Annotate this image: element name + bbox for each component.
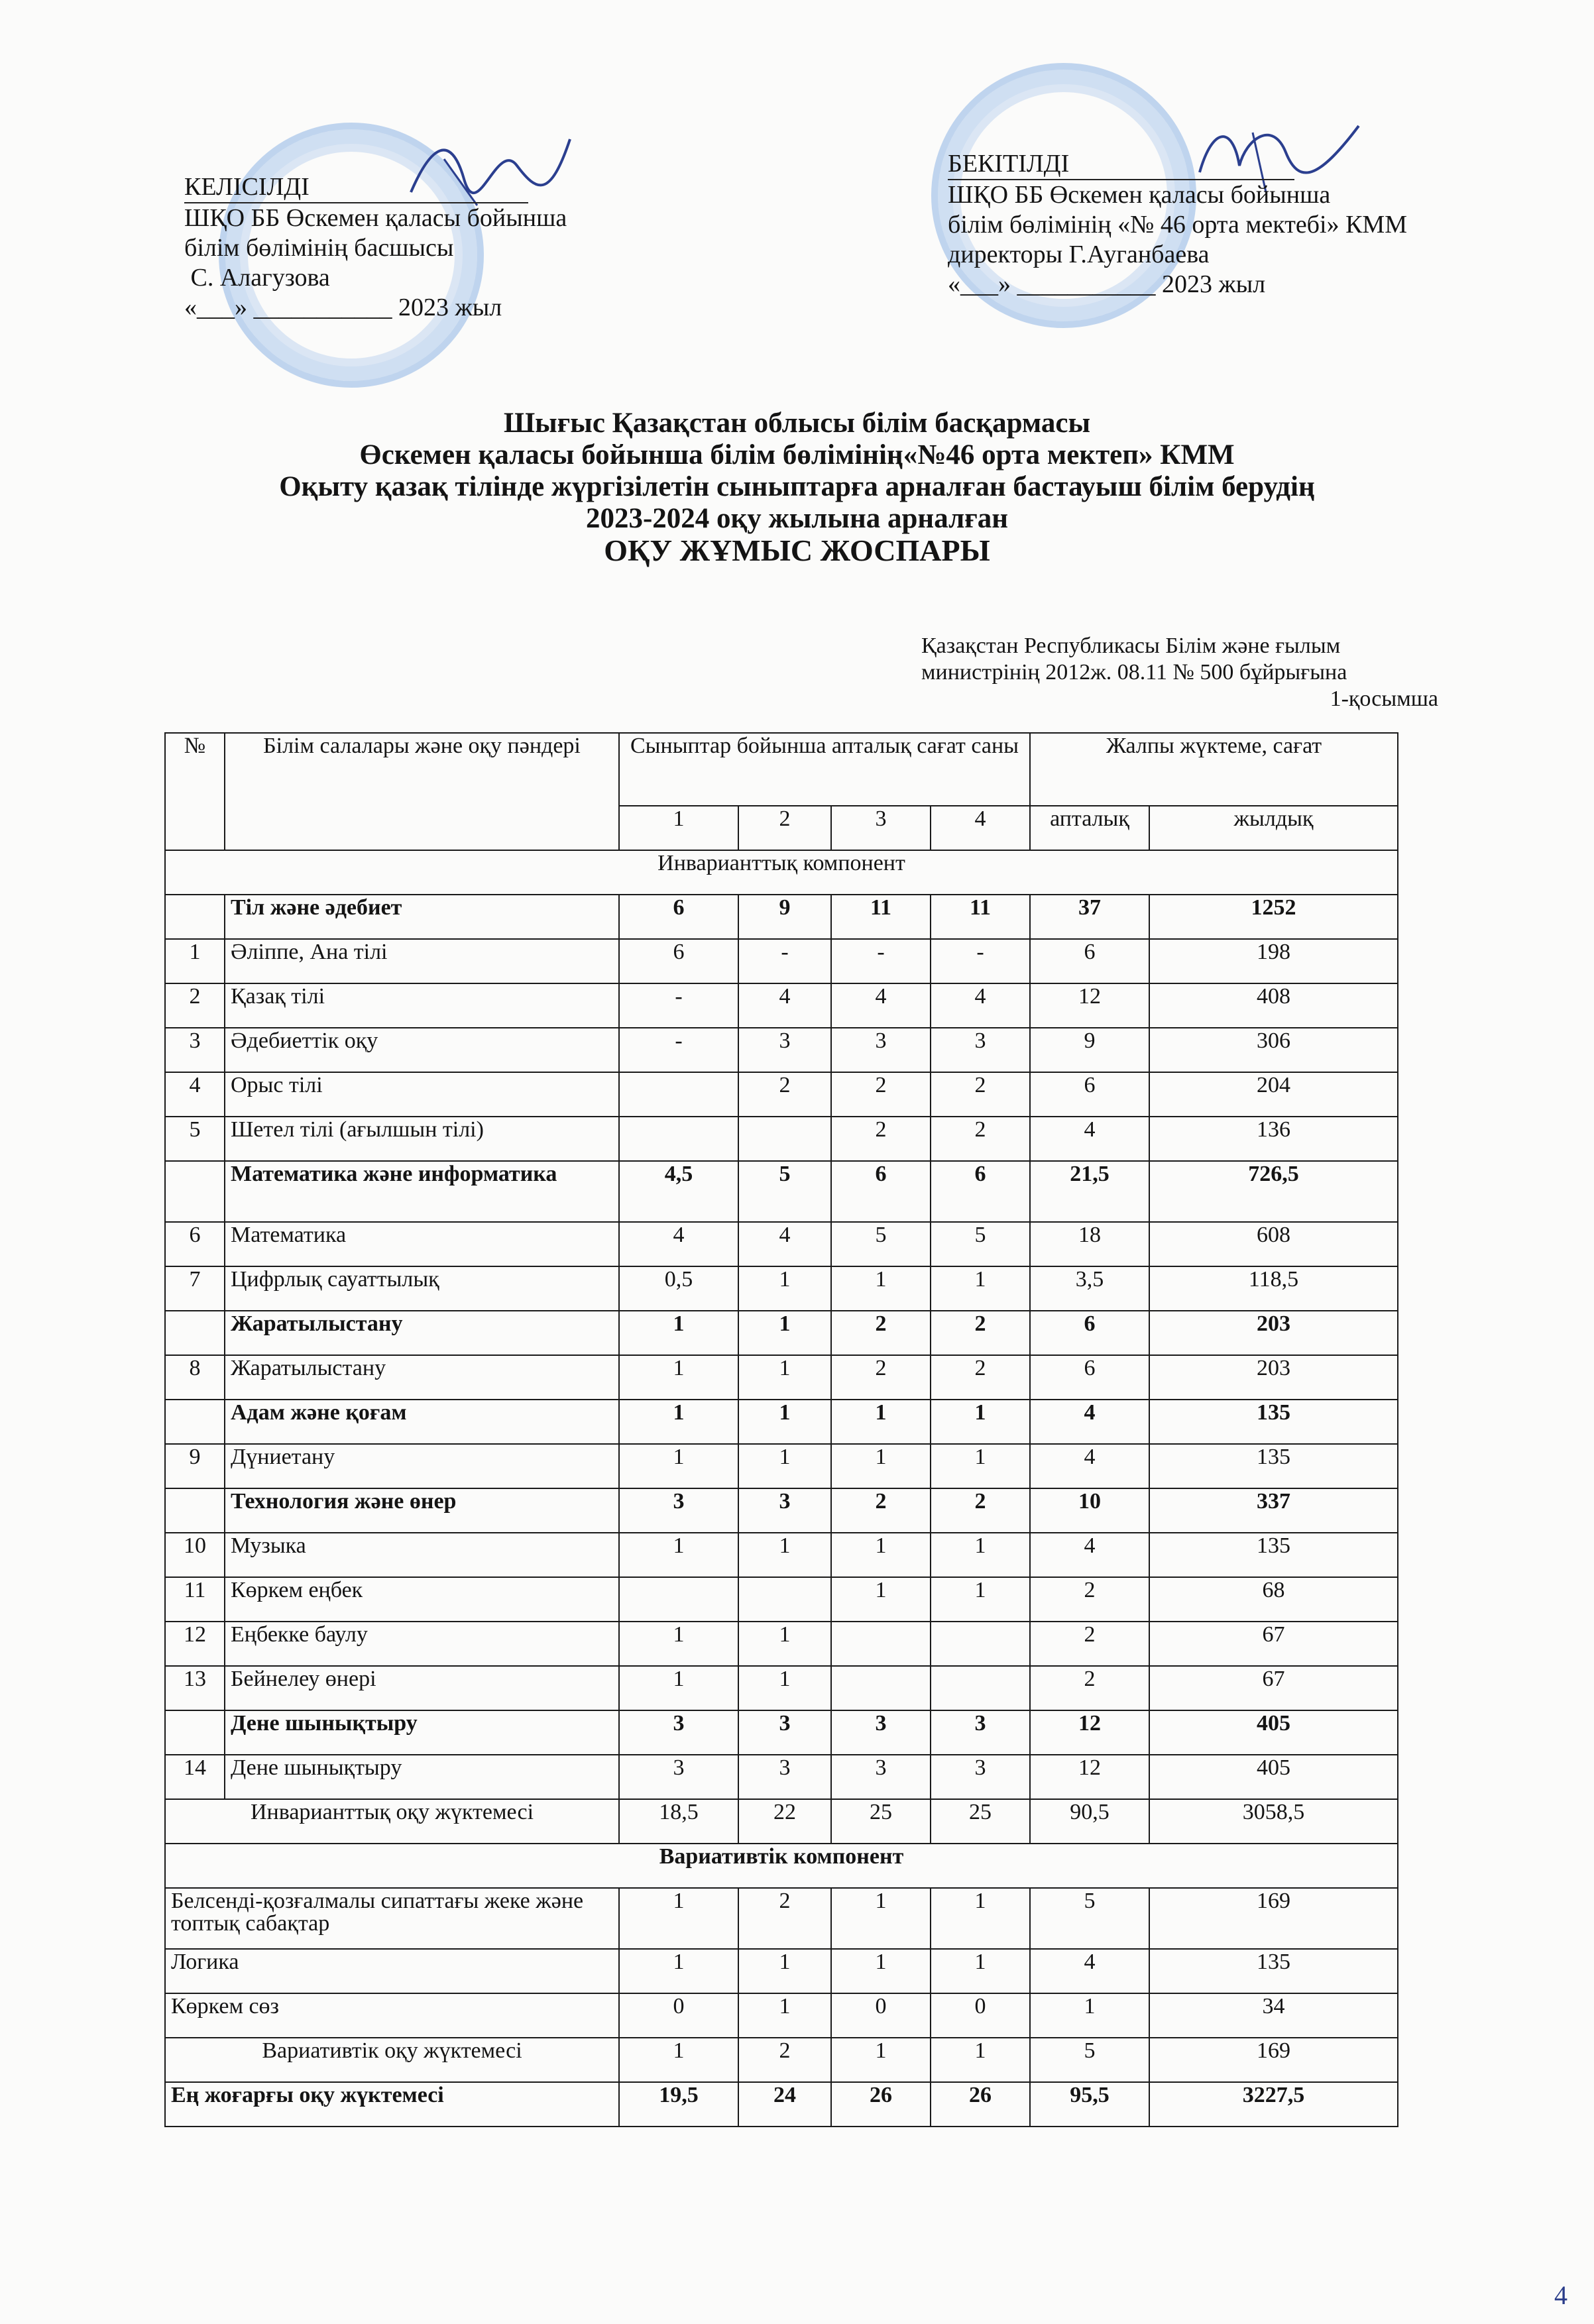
variative-subject-name: Белсенді-қозғалмалы сипаттағы жеке және топтық сабақтар — [165, 1888, 619, 1949]
max-total-row-weekly: 95,5 — [1030, 2082, 1149, 2127]
max-total-row-g3: 26 — [831, 2082, 931, 2127]
value-g4: 3 — [931, 1710, 1030, 1755]
subject-row — [165, 1222, 1398, 1266]
value-yearly: 68 — [1149, 1577, 1398, 1622]
value-g2: 1 — [738, 1444, 831, 1488]
subject-row — [165, 1577, 1398, 1622]
value-g4: 4 — [931, 983, 1030, 1028]
value-g4: 3 — [931, 1028, 1030, 1072]
value-g2: 3 — [738, 1028, 831, 1072]
value-g3: 1 — [831, 1533, 931, 1577]
value-g4: - — [931, 939, 1030, 983]
title-line4: 2023-2024 оқу жылына арналған — [585, 503, 1009, 534]
variative-value-g2: 1 — [738, 1949, 831, 1993]
value-g2: 3 — [738, 1488, 831, 1533]
value-g1: 1 — [619, 1622, 738, 1666]
variative-value-g3: 0 — [831, 1993, 931, 2038]
value-g4: 2 — [931, 1488, 1030, 1533]
value-g2: 2 — [738, 1072, 831, 1117]
value-g2: 1 — [738, 1266, 831, 1311]
variative-total-row-yearly: 169 — [1149, 2038, 1398, 2082]
header-weekly: апталық — [1030, 806, 1149, 850]
value-g2: 4 — [738, 983, 831, 1028]
subject-group-row — [165, 1311, 1398, 1355]
value-g3: 2 — [831, 1117, 931, 1161]
value-g3: 2 — [831, 1355, 931, 1400]
row-number — [165, 1710, 225, 1755]
subject-name: Бейнелеу өнері — [225, 1666, 619, 1710]
variative-total-row-g2: 2 — [738, 2038, 831, 2082]
variative-value-g2: 1 — [738, 1993, 831, 2038]
value-yearly: 118,5 — [1149, 1266, 1398, 1311]
invariant-total-row-label: Инварианттық оқу жүктемесі — [165, 1799, 619, 1844]
value-g1: 6 — [619, 895, 738, 939]
subject-name: Математика — [225, 1222, 619, 1266]
value-g3: 3 — [831, 1755, 931, 1799]
value-g4: 5 — [931, 1222, 1030, 1266]
variative-value-yearly: 34 — [1149, 1993, 1398, 2038]
invariant-total-row-yearly: 3058,5 — [1149, 1799, 1398, 1844]
variative-value-g3: 1 — [831, 1888, 931, 1949]
value-g4: 1 — [931, 1444, 1030, 1488]
value-g2: 4 — [738, 1222, 831, 1266]
row-number — [165, 895, 225, 939]
subject-row — [165, 1355, 1398, 1400]
value-yearly: 306 — [1149, 1028, 1398, 1072]
variative-value-g4: 1 — [931, 1888, 1030, 1949]
value-g3: 11 — [831, 895, 931, 939]
value-weekly: 9 — [1030, 1028, 1149, 1072]
row-number — [165, 1488, 225, 1533]
invariant-section-title: Инварианттық компонент — [165, 850, 1398, 895]
subject-name: Қазақ тілі — [225, 983, 619, 1028]
value-g3: 3 — [831, 1710, 931, 1755]
subject-name: Жаратылыстану — [225, 1355, 619, 1400]
value-g4: 2 — [931, 1117, 1030, 1161]
variative-section-title: Вариативтік компонент — [165, 1844, 1398, 1888]
variative-value-g3: 1 — [831, 1949, 931, 1993]
subject-row — [165, 1028, 1398, 1072]
subject-name: Технология және өнер — [225, 1488, 619, 1533]
row-number — [165, 1311, 225, 1355]
value-g1: - — [619, 1028, 738, 1072]
decree-line1: Қазақстан Республикасы Білім және ғылым — [921, 634, 1341, 658]
subject-name: Орыс тілі — [225, 1072, 619, 1117]
title-line5: ОҚУ ЖҰМЫС ЖОСПАРЫ — [604, 533, 990, 567]
value-g1: 1 — [619, 1400, 738, 1444]
subject-group-row — [165, 1161, 1398, 1222]
variative-value-yearly: 135 — [1149, 1949, 1398, 1993]
value-g4: 1 — [931, 1266, 1030, 1311]
value-weekly: 6 — [1030, 1355, 1149, 1400]
value-g1: 0,5 — [619, 1266, 738, 1311]
page-mark: 4 — [1554, 2280, 1567, 2310]
value-g4 — [931, 1622, 1030, 1666]
value-yearly: 203 — [1149, 1355, 1398, 1400]
value-g3: 1 — [831, 1400, 931, 1444]
value-yearly: 408 — [1149, 983, 1398, 1028]
max-total-row-g4: 26 — [931, 2082, 1030, 2127]
value-g1: 3 — [619, 1488, 738, 1533]
row-number — [165, 1161, 225, 1222]
value-yearly: 726,5 — [1149, 1161, 1398, 1222]
variative-total-row-label: Вариативтік оқу жүктемесі — [165, 2038, 619, 2082]
header-grade-4: 4 — [931, 806, 1030, 850]
value-g3: 6 — [831, 1161, 931, 1222]
value-weekly: 3,5 — [1030, 1266, 1149, 1311]
value-g3: 2 — [831, 1072, 931, 1117]
variative-total-row-g1: 1 — [619, 2038, 738, 2082]
value-g4: 6 — [931, 1161, 1030, 1222]
max-total-row-g2: 24 — [738, 2082, 831, 2127]
value-yearly: 136 — [1149, 1117, 1398, 1161]
value-g4: 2 — [931, 1311, 1030, 1355]
row-number: 6 — [165, 1222, 225, 1266]
value-g2: 1 — [738, 1533, 831, 1577]
value-g1: 1 — [619, 1533, 738, 1577]
value-weekly: 21,5 — [1030, 1161, 1149, 1222]
subject-name: Адам және қоғам — [225, 1400, 619, 1444]
subject-group-row — [165, 1488, 1398, 1533]
header-subject: Білім салалары және оқу пәндері — [225, 733, 619, 850]
subject-group-row — [165, 1710, 1398, 1755]
value-g2: 1 — [738, 1400, 831, 1444]
value-g3: 5 — [831, 1222, 931, 1266]
value-g3 — [831, 1666, 931, 1710]
value-yearly: 135 — [1149, 1533, 1398, 1577]
subject-name: Дене шынықтыру — [225, 1710, 619, 1755]
value-yearly: 1252 — [1149, 895, 1398, 939]
value-weekly: 6 — [1030, 939, 1149, 983]
header-num: № — [165, 733, 225, 850]
invariant-total-row — [165, 1799, 1398, 1844]
value-g3: 1 — [831, 1577, 931, 1622]
value-weekly: 6 — [1030, 1311, 1149, 1355]
subject-name: Дене шынықтыру — [225, 1755, 619, 1799]
subject-name: Еңбекке баулу — [225, 1622, 619, 1666]
header-grade-1: 1 — [619, 806, 738, 850]
value-g3: 1 — [831, 1266, 931, 1311]
row-number: 11 — [165, 1577, 225, 1622]
header-grade-3: 3 — [831, 806, 931, 850]
curriculum-table — [164, 732, 1398, 2127]
approval-left-line1: ШҚО ББ Өскемен қаласы бойынша — [184, 204, 567, 232]
variative-value-g4: 1 — [931, 1949, 1030, 1993]
value-g4: 3 — [931, 1755, 1030, 1799]
variative-row — [165, 1888, 1398, 1949]
value-weekly: 4 — [1030, 1400, 1149, 1444]
value-g1 — [619, 1117, 738, 1161]
subject-name: Жаратылыстану — [225, 1311, 619, 1355]
value-yearly: 337 — [1149, 1488, 1398, 1533]
value-g2: 1 — [738, 1622, 831, 1666]
decree-line3: 1-қосымша — [1330, 687, 1438, 711]
row-number: 1 — [165, 939, 225, 983]
title-line3: Оқыту қазақ тілінде жүргізілетін сыныптарға арналған бастауыш білім берудің — [279, 471, 1315, 502]
value-g1: 6 — [619, 939, 738, 983]
approval-right-line2: білім бөлімінің «№ 46 орта мектебі» КММ — [948, 211, 1407, 239]
subject-row — [165, 1533, 1398, 1577]
approval-right-heading: БЕКІТІЛДІ — [948, 149, 1294, 180]
value-g2 — [738, 1117, 831, 1161]
approval-left-line2: білім бөлімінің басшысы — [184, 234, 454, 262]
value-g2: 3 — [738, 1755, 831, 1799]
variative-value-weekly: 5 — [1030, 1888, 1149, 1949]
header-total-load: Жалпы жүктеме, сағат — [1030, 733, 1398, 806]
value-g3: 4 — [831, 983, 931, 1028]
value-g2: 3 — [738, 1710, 831, 1755]
value-weekly: 12 — [1030, 1710, 1149, 1755]
variative-subject-name: Көркем сөз — [165, 1993, 619, 2038]
subject-name: Әліппе, Ана тілі — [225, 939, 619, 983]
value-weekly: 2 — [1030, 1577, 1149, 1622]
approval-left-heading: КЕЛІСІЛДІ — [184, 172, 528, 203]
value-weekly: 4 — [1030, 1533, 1149, 1577]
variative-value-g1: 1 — [619, 1949, 738, 1993]
max-total-row — [165, 2082, 1398, 2127]
variative-total-row — [165, 2038, 1398, 2082]
invariant-total-row-g1: 18,5 — [619, 1799, 738, 1844]
subject-name: Цифрлық сауаттылық — [225, 1266, 619, 1311]
subject-group-row — [165, 895, 1398, 939]
variative-value-g2: 2 — [738, 1888, 831, 1949]
row-number: 4 — [165, 1072, 225, 1117]
value-weekly: 6 — [1030, 1072, 1149, 1117]
value-weekly: 10 — [1030, 1488, 1149, 1533]
value-g1: 3 — [619, 1710, 738, 1755]
row-number: 10 — [165, 1533, 225, 1577]
variative-row — [165, 1993, 1398, 2038]
subject-row — [165, 1072, 1398, 1117]
approval-right-line1: ШҚО ББ Өскемен қаласы бойынша — [948, 181, 1331, 209]
decree-line2: министрінің 2012ж. 08.11 № 500 бұйрығына — [921, 660, 1347, 685]
value-weekly: 12 — [1030, 1755, 1149, 1799]
value-g2: 1 — [738, 1666, 831, 1710]
value-g4: 1 — [931, 1400, 1030, 1444]
value-weekly: 4 — [1030, 1444, 1149, 1488]
value-weekly: 18 — [1030, 1222, 1149, 1266]
value-yearly: 204 — [1149, 1072, 1398, 1117]
approval-right — [948, 149, 1407, 300]
value-g1: 1 — [619, 1666, 738, 1710]
value-g1: 1 — [619, 1355, 738, 1400]
subject-name: Тіл және әдебиет — [225, 895, 619, 939]
value-g2: 1 — [738, 1355, 831, 1400]
value-yearly: 135 — [1149, 1400, 1398, 1444]
title-line1: Шығыс Қазақстан облысы білім басқармасы — [503, 408, 1091, 439]
variative-total-row-weekly: 5 — [1030, 2038, 1149, 2082]
invariant-total-row-g4: 25 — [931, 1799, 1030, 1844]
subject-row — [165, 1444, 1398, 1488]
curriculum-table-body — [165, 733, 1398, 2127]
value-weekly: 2 — [1030, 1622, 1149, 1666]
variative-section-row — [165, 1844, 1398, 1888]
invariant-total-row-g3: 25 — [831, 1799, 931, 1844]
invariant-total-row-g2: 22 — [738, 1799, 831, 1844]
approval-right-date: «___» ___________ 2023 жыл — [948, 270, 1266, 298]
variative-value-weekly: 1 — [1030, 1993, 1149, 2038]
value-g2: - — [738, 939, 831, 983]
approval-left — [184, 172, 567, 323]
value-g1: 4,5 — [619, 1161, 738, 1222]
subject-group-row — [165, 1400, 1398, 1444]
value-g4: 1 — [931, 1577, 1030, 1622]
value-g3: 3 — [831, 1028, 931, 1072]
variative-total-row-g3: 1 — [831, 2038, 931, 2082]
value-weekly: 2 — [1030, 1666, 1149, 1710]
value-yearly: 67 — [1149, 1622, 1398, 1666]
variative-value-yearly: 169 — [1149, 1888, 1398, 1949]
value-g1 — [619, 1072, 738, 1117]
row-number: 13 — [165, 1666, 225, 1710]
value-g4: 2 — [931, 1355, 1030, 1400]
subject-row — [165, 983, 1398, 1028]
value-g1: 1 — [619, 1311, 738, 1355]
value-g1: 3 — [619, 1755, 738, 1799]
value-yearly: 405 — [1149, 1755, 1398, 1799]
variative-value-g4: 0 — [931, 1993, 1030, 2038]
row-number: 14 — [165, 1755, 225, 1799]
value-yearly: 405 — [1149, 1710, 1398, 1755]
variative-row — [165, 1949, 1398, 1993]
subject-name: Математика және информатика — [225, 1161, 619, 1222]
invariant-total-row-weekly: 90,5 — [1030, 1799, 1149, 1844]
row-number: 9 — [165, 1444, 225, 1488]
subject-name: Музыка — [225, 1533, 619, 1577]
header-grade-2: 2 — [738, 806, 831, 850]
value-yearly: 203 — [1149, 1311, 1398, 1355]
row-number: 12 — [165, 1622, 225, 1666]
value-g4: 2 — [931, 1072, 1030, 1117]
header-yearly: жылдық — [1149, 806, 1398, 850]
value-g4: 1 — [931, 1533, 1030, 1577]
max-total-row-label: Ең жоғарғы оқу жүктемесі — [165, 2082, 619, 2127]
value-yearly: 135 — [1149, 1444, 1398, 1488]
header-weekly-hours: Сыныптар бойынша апталық сағат саны — [619, 733, 1030, 806]
row-number: 3 — [165, 1028, 225, 1072]
row-number: 2 — [165, 983, 225, 1028]
value-weekly: 4 — [1030, 1117, 1149, 1161]
value-yearly: 608 — [1149, 1222, 1398, 1266]
max-total-row-yearly: 3227,5 — [1149, 2082, 1398, 2127]
value-g1 — [619, 1577, 738, 1622]
value-yearly: 198 — [1149, 939, 1398, 983]
row-number: 7 — [165, 1266, 225, 1311]
subject-row — [165, 1266, 1398, 1311]
row-number: 5 — [165, 1117, 225, 1161]
approval-left-date: «___» ___________ 2023 жыл — [184, 294, 502, 321]
subject-name: Дүниетану — [225, 1444, 619, 1488]
value-g3 — [831, 1622, 931, 1666]
subject-row — [165, 1117, 1398, 1161]
value-g2: 9 — [738, 895, 831, 939]
subject-row — [165, 1666, 1398, 1710]
variative-total-row-g4: 1 — [931, 2038, 1030, 2082]
value-g1: 4 — [619, 1222, 738, 1266]
subject-name: Әдебиеттік оқу — [225, 1028, 619, 1072]
value-g1: - — [619, 983, 738, 1028]
variative-subject-name: Логика — [165, 1949, 619, 1993]
subject-name: Шетел тілі (ағылшын тілі) — [225, 1117, 619, 1161]
subject-row — [165, 1622, 1398, 1666]
value-g2: 1 — [738, 1311, 831, 1355]
subject-row — [165, 1755, 1398, 1799]
subject-row — [165, 939, 1398, 983]
title-line2: Өскемен қаласы бойынша білім бөлімінің«№46 орта мектеп» КММ — [359, 439, 1235, 470]
decree-reference — [921, 633, 1452, 712]
variative-value-weekly: 4 — [1030, 1949, 1149, 1993]
value-g4: 11 — [931, 895, 1030, 939]
header-row-1 — [165, 733, 1398, 806]
document-title — [0, 408, 1594, 567]
max-total-row-g1: 19,5 — [619, 2082, 738, 2127]
value-g3: 2 — [831, 1488, 931, 1533]
value-g1: 1 — [619, 1444, 738, 1488]
value-g3: 1 — [831, 1444, 931, 1488]
value-weekly: 37 — [1030, 895, 1149, 939]
variative-value-g1: 1 — [619, 1888, 738, 1949]
variative-value-g1: 0 — [619, 1993, 738, 2038]
row-number: 8 — [165, 1355, 225, 1400]
value-g2 — [738, 1577, 831, 1622]
value-g3: - — [831, 939, 931, 983]
value-weekly: 12 — [1030, 983, 1149, 1028]
approval-right-line3: директоры Г.Ауганбаева — [948, 241, 1210, 268]
value-g2: 5 — [738, 1161, 831, 1222]
invariant-section-row — [165, 850, 1398, 895]
row-number — [165, 1400, 225, 1444]
value-yearly: 67 — [1149, 1666, 1398, 1710]
subject-name: Көркем еңбек — [225, 1577, 619, 1622]
value-g4 — [931, 1666, 1030, 1710]
value-g3: 2 — [831, 1311, 931, 1355]
approval-left-line3: С. Алагузова — [184, 264, 330, 292]
